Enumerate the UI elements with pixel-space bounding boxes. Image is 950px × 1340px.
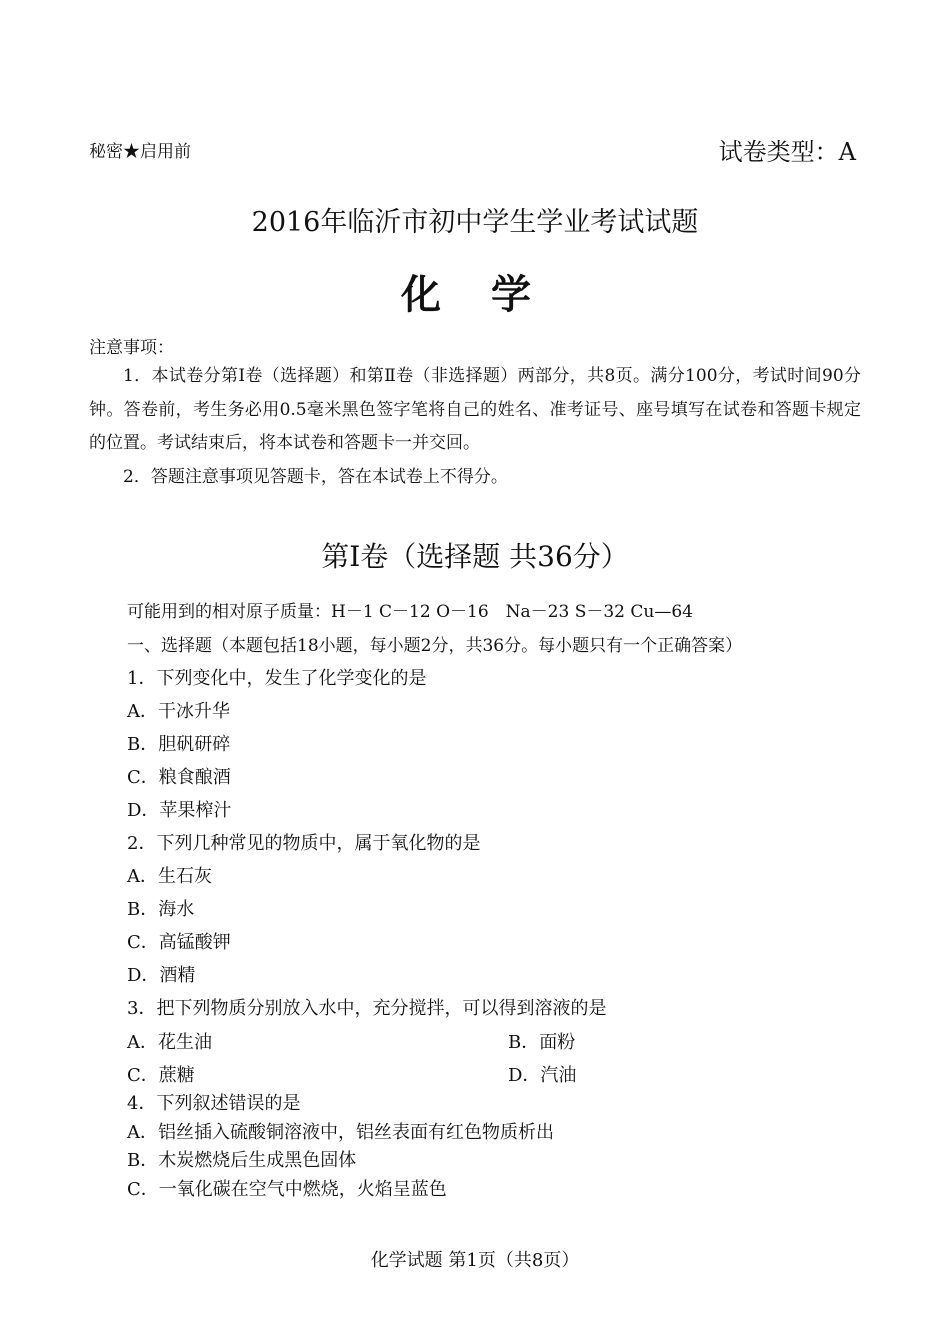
option-text: A．铝丝插入硫酸铜溶液中，铝丝表面有红色物质析出 bbox=[127, 1122, 554, 1143]
option-text: D．酒精 bbox=[127, 965, 196, 986]
option-text: C．高锰酸钾 bbox=[127, 932, 231, 953]
subject-title: 化 学 bbox=[401, 271, 549, 318]
section-title: 第Ⅰ卷（选择题 共36分） bbox=[321, 540, 629, 573]
option-text: D．汽油 bbox=[508, 1065, 577, 1086]
option-text: B．面粉 bbox=[508, 1032, 576, 1053]
option-text: B．木炭燃烧后生成黑色固体 bbox=[127, 1150, 357, 1171]
atomic-masses: 可能用到的相对原子质量：H－1 C－12 O－16 Na－23 S－32 Cu—64 bbox=[127, 602, 693, 622]
option-text: B．胆矾研碎 bbox=[127, 734, 231, 755]
option-text: D．苹果榨汁 bbox=[127, 800, 232, 821]
option-text: C．蔗糖 bbox=[127, 1065, 195, 1086]
question-stem: 3．把下列物质分别放入水中，充分搅拌，可以得到溶液的是 bbox=[127, 998, 607, 1019]
question-stem: 2．下列几种常见的物质中，属于氧化物的是 bbox=[127, 833, 481, 854]
page-footer: 化学试题 第1页（共8页） bbox=[370, 1250, 580, 1271]
option-text: A．生石灰 bbox=[127, 866, 212, 887]
option-text: A．花生油 bbox=[127, 1032, 212, 1053]
exam-title: 2016年临沂市初中学生学业考试试题 bbox=[251, 207, 699, 238]
notice-heading: 注意事项： bbox=[89, 338, 174, 358]
question-stem: 4．下列叙述错误的是 bbox=[127, 1093, 301, 1114]
option-text: C．粮食酿酒 bbox=[127, 767, 231, 788]
question-stem: 1．下列变化中，发生了化学变化的是 bbox=[127, 668, 427, 689]
option-text: B．海水 bbox=[127, 899, 195, 920]
option-text: C．一氧化碳在空气中燃烧，火焰呈蓝色 bbox=[127, 1179, 447, 1200]
notice-item-2: 2．答题注意事项见答题卡，答在本试卷上不得分。 bbox=[123, 467, 508, 487]
notice-item-1: 1．本试卷分第Ⅰ卷（选择题）和第Ⅱ卷（非选择题）两部分，共8页。满分100分，考试时间90分钟。答卷前，考生务必用0.5毫米黑色签字笔将自己的姓名、准考证号、座号填写在试卷和答题卡规定的位置。考试结束后，将本试卷和答题卡一并交回。 bbox=[89, 366, 861, 453]
paper-type-label: 试卷类型：A bbox=[718, 138, 856, 166]
section-instruction: 一、选择题（本题包括18小题，每小题2分，共36分。每小题只有一个正确答案） bbox=[127, 636, 743, 656]
secret-label: 秘密★启用前 bbox=[89, 142, 191, 162]
option-text: A．干冰升华 bbox=[127, 701, 230, 722]
